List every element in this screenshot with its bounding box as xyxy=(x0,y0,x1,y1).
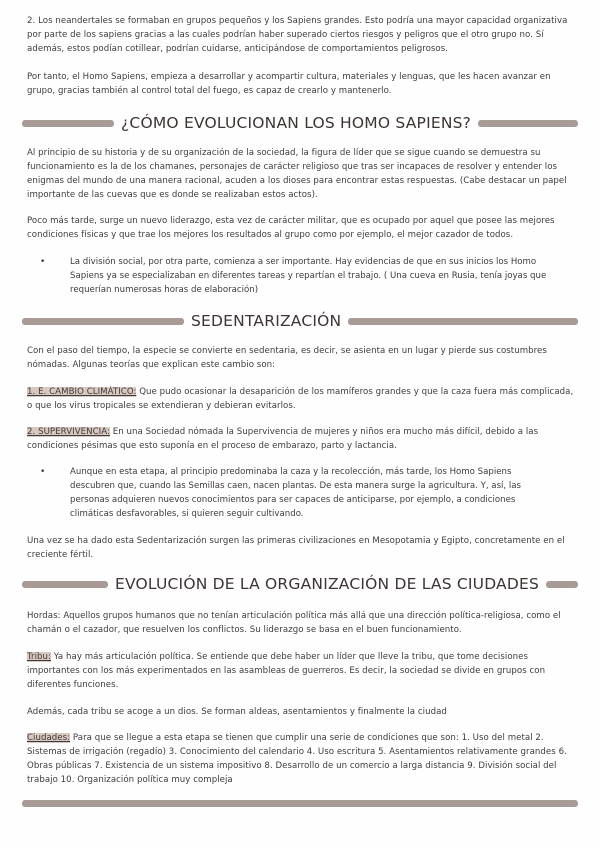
bullet-icon: • xyxy=(40,257,46,267)
theory-text: Que pudo ocasionar la desaparición de los mamíferos grandes y que la caza fuera más complicada, o que los virus tropicales se extendieran y debieran evitarlos. xyxy=(27,387,574,411)
section2-text-1: Con el paso del tiempo, la especie se convierte en sedentaria, es decir, se asienta en un lugar y pierde sus costumbres nómadas. Algunas teorías que explican este cambio son: xyxy=(27,346,547,370)
section2-paragraph-4 xyxy=(27,534,575,562)
section2-paragraph-2 xyxy=(27,385,575,413)
heading-bar-right xyxy=(546,581,578,588)
section2-paragraph-3 xyxy=(27,425,575,453)
section3-text-2 xyxy=(27,650,575,692)
theory-label: 2. SUPERVIVENCIA: xyxy=(27,427,110,437)
section3-text-1: Hordas: Aquellos grupos humanos que no tenían articulación política más allá que una dirección política-religiosa, como el chamán o el cazador, que resuelven los conflictos. Su liderazgo se basa en el buen funcionamiento. xyxy=(27,611,561,635)
section3-text-4 xyxy=(27,731,575,787)
section3-paragraph-4 xyxy=(27,731,575,787)
intro-paragraph-2 xyxy=(27,70,575,98)
section-title: EVOLUCIÓN DE LA ORGANIZACIÓN DE LAS CIUDADES xyxy=(115,575,540,593)
section1-text-1: Al principio de su historia y de su organización de la sociedad, la figura de líder que se sigue cuando se demuestra su funcionamiento es la de los chamanes, personajes de carácter religioso que tras ser incapaces de resolver y entender los enigmas del mundo de una manera racional, acuden a los dioses para encontrar estas respuestas. (Cabe destacar un papel importante de las cuevas que es donde se realizaban estos actos). xyxy=(27,148,567,200)
heading-evolucion-ciudades xyxy=(22,573,578,595)
section1-paragraph-2 xyxy=(27,214,575,242)
theory-label: 1. E. CAMBIO CLIMÁTICO: xyxy=(27,387,137,397)
section3-paragraph-3 xyxy=(27,705,575,719)
section3-paragraph-1 xyxy=(27,609,575,637)
section-title: ¿CÓMO EVOLUCIONAN LOS HOMO SAPIENS? xyxy=(121,114,472,132)
section2-text-3 xyxy=(27,425,575,453)
heading-bar-left xyxy=(22,318,184,325)
intro-text-1: 2. Los neandertales se formaban en grupos pequeños y los Sapiens grandes. Esto podría una mayor capacidad organizativa por parte de los sapiens gracias a las cuales podrían haber superado ciertos riesgos y peligros que el otro grupo no. Sí además, estos podían cotillear, podrían cuidarse, anticipándose de comportamientos peligrosos. xyxy=(27,16,568,54)
heading-como-evolucionan xyxy=(22,112,578,134)
footer-divider xyxy=(22,800,578,807)
section1-paragraph-1 xyxy=(27,146,575,202)
section1-bullet xyxy=(40,255,550,297)
heading-bar-right xyxy=(478,120,578,127)
heading-bar-right xyxy=(348,318,578,325)
section1-bullet-text: La división social, por otra parte, comienza a ser importante. Hay evidencias de que en sus inicios los Homo Sapiens ya se especializaban en diferentes tareas y repartían el trabajo. ( Una cueva en Rusia, tenía joyas que requerían numerosas horas de elaboración) xyxy=(70,257,547,295)
intro-text-2: Por tanto, el Homo Sapiens, empieza a desarrollar y acompartir cultura, materiales y lenguas, que les hacen avanzar en grupo, gracias también al control total del fuego, es capaz de crearlo y mantenerlo. xyxy=(27,72,551,96)
section3-paragraph-2 xyxy=(27,650,575,692)
section-title: SEDENTARIZACIÓN xyxy=(191,312,342,330)
section2-text-4: Una vez se ha dado esta Sedentarización surgen las primeras civilizaciones en Mesopotamia y Egipto, concretamente en el creciente fértil. xyxy=(27,536,565,560)
section1-text-2: Poco más tarde, surge un nuevo liderazgo, esta vez de carácter militar, que es ocupado por aquel que posee las mejores condiciones físicas y que trae los mejores los resultados al grupo como por ejemplo, el mejor cazador de todos. xyxy=(27,216,555,240)
tribu-label: Tribu: xyxy=(27,652,52,662)
intro-paragraph-1 xyxy=(27,14,575,56)
section2-bullet-text: Aunque en esta etapa, al principio predominaba la caza y la recolección, más tarde, los Homo Sapiens descubren que, cuando las Semillas caen, nacen plantas. De esta manera surge la agricultura. Y, así, las personas adquieren nuevos conocimientos para ser capaces de anticiparse, por ejemplo, a condiciones climáticas desfavorables, si quieren seguir cultivando. xyxy=(70,467,522,519)
section2-paragraph-1 xyxy=(27,344,575,372)
bullet-icon: • xyxy=(40,467,46,477)
ciudades-text: Para que se llegue a esta etapa se tienen que cumplir una serie de condiciones que son: 1. Uso del metal 2. Sistemas de irrigación (regadío) 3. Conocimiento del calendario 4. Uso escritura 5. Asentamientos relativamente grandes 6. Obras públicas 7. Existencia de un sistema impositivo 8. Desarrollo de un comercio a larga distancia 9. División social del trabajo 10. Organización política muy compleja xyxy=(27,733,567,785)
heading-bar-left xyxy=(22,120,114,127)
section3-text-3: Además, cada tribu se acoge a un dios. Se forman aldeas, asentamientos y finalmente la ciudad xyxy=(27,707,447,717)
tribu-text: Ya hay más articulación política. Se entiende que debe haber un líder que lleve la tribu, que tome decisiones importantes con los más experimentados en las asambleas de guerreros. Es decir, la sociedad se divide en grupos con diferentes funciones. xyxy=(27,652,546,690)
heading-bar-left xyxy=(22,581,108,588)
theory-text: En una Sociedad nómada la Supervivencia de mujeres y niños era mucho más difícil, debido a las condiciones pésimas que esto suponía en el proceso de embarazo, parto y lactancia. xyxy=(27,427,539,451)
heading-sedentarizacion xyxy=(22,310,578,332)
ciudades-label: Ciudades: xyxy=(27,733,71,743)
section2-bullet xyxy=(40,465,550,521)
section2-text-2 xyxy=(27,385,575,413)
